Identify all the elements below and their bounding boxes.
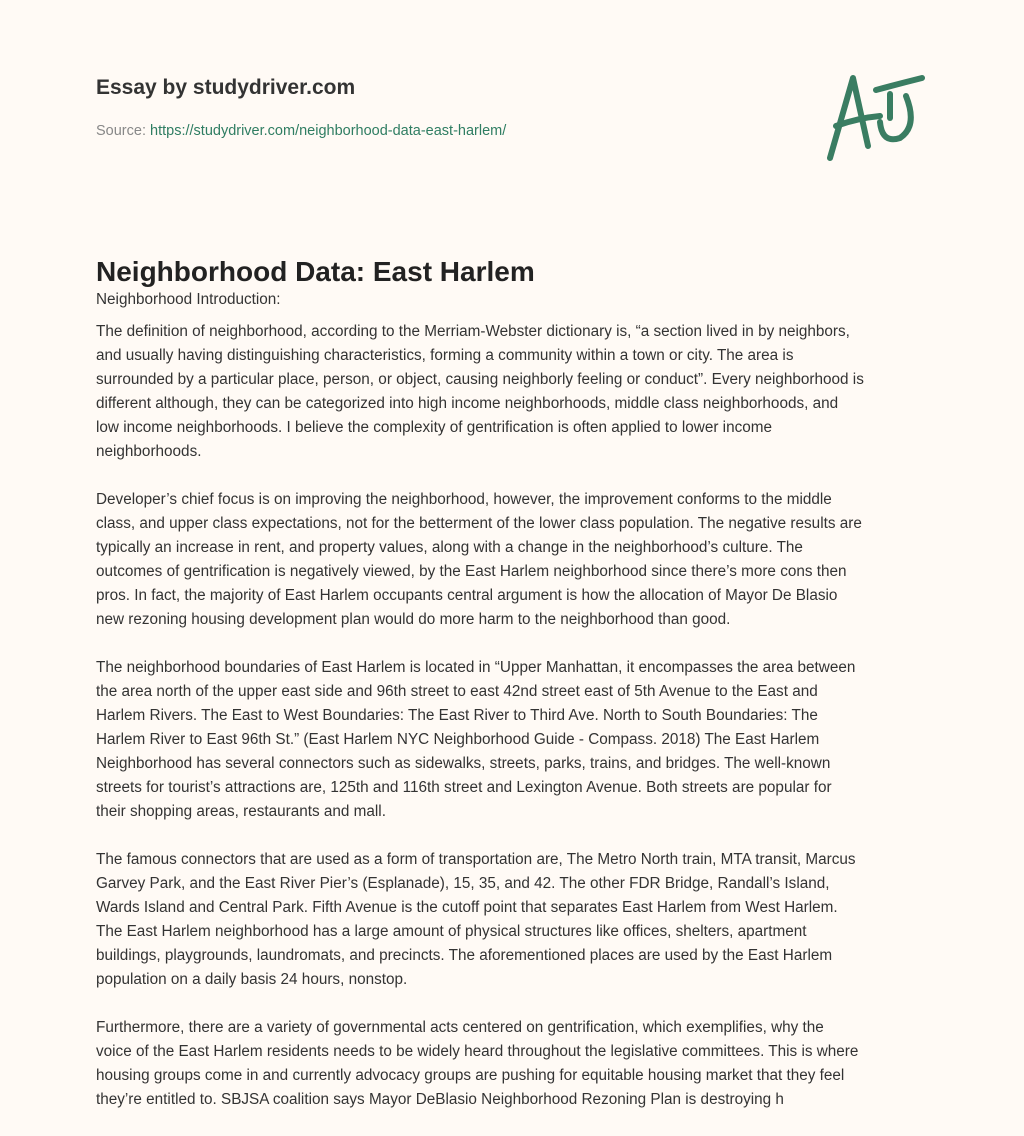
source-label: Source: [96,123,146,139]
paragraph-line: outcomes of gentrification is negatively viewed, by the East Harlem neighborhood since there’s more cons then [96,563,847,580]
paragraph-line: class, and upper class expectations, not for the betterment of the lower class population. The negative results are [96,515,862,532]
paragraph-line: Garvey Park, and the East River Pier’s (Esplanade), 15, 35, and 42. The other FDR Bridge, Randall’s Island, [96,875,830,892]
paragraph [96,1016,956,1112]
paragraph-line: different although, they can be categorized into high income neighborhoods, middle class neighborhoods, and [96,395,839,412]
paragraph-line: pros. In fact, the majority of East Harlem occupants central argument is how the allocation of Mayor De Blasio [96,587,838,604]
source-line [96,123,506,139]
paragraph-line: The definition of neighborhood, according to the Merriam-Webster dictionary is, “a section lived in by neighbors, [96,323,850,340]
paragraph [96,656,956,824]
paragraph-line: Wards Island and Central Park. Fifth Avenue is the cutoff point that separates East Harlem from West Harlem. [96,899,838,916]
paragraph [96,488,956,632]
paragraph-line: streets for tourist’s attractions are, 125th and 116th street and Lexington Avenue. Both streets are popular for [96,779,832,796]
paragraph-line: neighborhoods. [96,443,202,460]
paragraph [96,848,956,992]
paragraph-line: they’re entitled to. SBJSA coalition says Mayor DeBlasio Neighborhood Rezoning Plan is destroying h [96,1091,784,1108]
paragraph-line: housing groups come in and currently advocacy groups are pushing for equitable housing market that they feel [96,1067,845,1084]
paragraph-line: The neighborhood boundaries of East Harlem is located in “Upper Manhattan, it encompasses the area between [96,659,856,676]
paragraph-line: buildings, playgrounds, laundromats, and precincts. The aforementioned places are used by the East Harlem [96,947,833,964]
a-plus-logo-icon [818,66,933,166]
paragraph-line: surrounded by a particular place, person, or object, causing neighborly feeling or conduct”. Every neighborhood is [96,371,864,388]
paragraph-line: Furthermore, there are a variety of governmental acts centered on gentrification, which exemplifies, why the [96,1019,824,1036]
site-brand: Essay by studydriver.com [96,76,356,99]
paragraph-line: Neighborhood has several connectors such as sidewalks, streets, parks, trains, and bridges. The well-known [96,755,831,772]
essay-title: Neighborhood Data: East Harlem [96,256,535,287]
paragraph-line: population on a daily basis 24 hours, nonstop. [96,971,408,988]
paragraph-line: The East Harlem neighborhood has a large amount of physical structures like offices, shelters, apartment [96,923,807,940]
paragraph-line: the area north of the upper east side and 96th street to east 42nd street east of 5th Avenue to the East and [96,683,818,700]
paragraph-line: and usually having distinguishing characteristics, forming a community within a town or city. The area is [96,347,794,364]
source-link[interactable]: https://studydriver.com/neighborhood-data-east-harlem/ [150,123,507,139]
paragraph-line: voice of the East Harlem residents needs to be widely heard throughout the legislative committees. This is where [96,1043,859,1060]
paragraph-line: Developer’s chief focus is on improving the neighborhood, however, the improvement conforms to the middle [96,491,832,508]
section-heading: Neighborhood Introduction: [96,291,281,308]
paragraph-line: their shopping areas, restaurants and mall. [96,803,386,820]
paragraph-line: new rezoning housing development plan would do more harm to the neighborhood than good. [96,611,731,628]
paragraph-line: Harlem Rivers. The East to West Boundaries: The East River to Third Ave. North to South Boundaries: The [96,707,818,724]
paragraph-line: typically an increase in rent, and property values, along with a change in the neighborhood’s culture. The [96,539,803,556]
paragraph-line: low income neighborhoods. I believe the complexity of gentrification is often applied to lower income [96,419,772,436]
paragraph [96,320,956,464]
paragraph-line: The famous connectors that are used as a form of transportation are, The Metro North train, MTA transit, Marcus [96,851,856,868]
essay-body [96,288,956,1136]
paragraph-line: Harlem River to East 96th St.” (East Harlem NYC Neighborhood Guide - Compass. 2018) The East Harlem [96,731,820,748]
